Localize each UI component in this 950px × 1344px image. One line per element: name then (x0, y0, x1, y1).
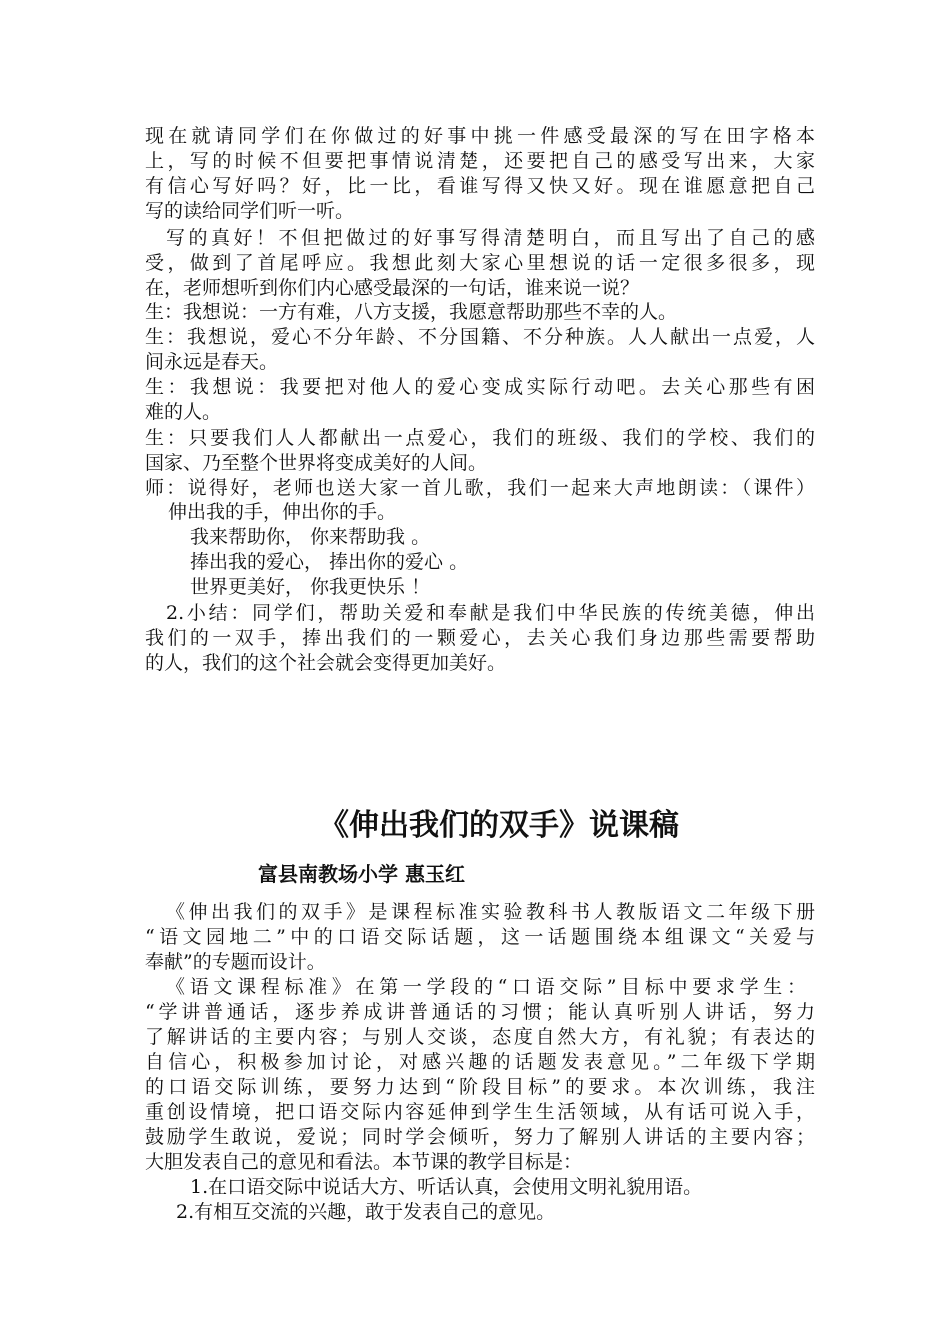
dialogue-line: 生：我想说：我要把对他人的爱心变成实际行动吧。去关心那些有困 (145, 376, 815, 398)
document-title: 《伸出我们的双手》说课稿 (319, 808, 679, 843)
poem-line: 捧出我的爱心， 捧出你的爱心 。 (190, 551, 469, 573)
paragraph-line: 在，老师想听到你们内心感受最深的一句话，谁来说一说？ (145, 277, 640, 299)
paragraph-line: 重创设情境，把口语交际内容延伸到学生生活领域，从有话可说入手， (145, 1101, 815, 1123)
paragraph-line: 自信心，积极参加讨论，对感兴趣的话题发表意见。”二年级下学期 (145, 1051, 815, 1073)
paragraph-line: 上，写的时候不但要把事情说清楚，还要把自己的感受写出来，大家 (145, 150, 815, 172)
dialogue-line: 生：我想说，爱心不分年龄、不分国籍、不分种族。人人献出一点爱，人 (145, 326, 815, 348)
paragraph-line: 《伸出我们的双手》是课程标准实验教科书人教版语文二年级下册 (166, 901, 815, 923)
dialogue-line: 难的人。 (145, 401, 222, 423)
dialogue-line: 生：只要我们人人都献出一点爱心，我们的班级、我们的学校、我们的 (145, 427, 815, 449)
paragraph-line: 我们的一双手，捧出我们的一颗爱心，去关心我们身边那些需要帮助 (145, 627, 815, 649)
dialogue-line: 师：说得好，老师也送大家一首儿歌，我们一起来大声地朗读：（课件） (145, 477, 815, 499)
paragraph-line: 有信心写好吗？好，比一比，看谁写得又快又好。现在谁愿意把自己 (145, 175, 815, 197)
dialogue-line: 生：我想说：一方有难，八方支援，我愿意帮助那些不幸的人。 (145, 301, 678, 323)
paragraph-line: 写的真好！不但把做过的好事写得清楚明白，而且写出了自己的感 (166, 227, 815, 249)
paragraph-line: 写的读给同学们听一听。 (145, 200, 355, 222)
paragraph-line: 鼓励学生敢说，爱说；同时学会倾听，努力了解别人讲话的主要内容； (145, 1126, 815, 1148)
paragraph-line: “学讲普通话，逐步养成讲普通话的习惯；能认真听别人讲话，努力 (145, 1001, 815, 1023)
paragraph-line: “语文园地二”中的口语交际话题，这一话题围绕本组课文“关爱与 (145, 926, 815, 948)
goal-item: 2.有相互交流的兴趣，敢于发表自己的意见。 (176, 1201, 556, 1223)
paragraph-line: 受，做到了首尾呼应。我想此刻大家心里想说的话一定很多很多，现 (145, 252, 815, 274)
dialogue-line: 间永远是春天。 (145, 351, 279, 373)
goal-item: 1.在口语交际中说话大方、听话认真，会使用文明礼貌用语。 (190, 1176, 703, 1198)
poem-line: 世界更美好， 你我更快乐 ！ (190, 576, 431, 598)
paragraph-line: 奉献”的专题而设计。 (145, 951, 326, 973)
paragraph-line: 《语文课程标准》在第一学段的“口语交际”目标中要求学生： (166, 976, 806, 998)
poem-line: 伸出我的手，伸出你的手。 (168, 501, 397, 523)
paragraph-line: 的口语交际训练，要努力达到“阶段目标”的要求。本次训练，我注 (145, 1076, 815, 1098)
paragraph-line: 2.小结：同学们，帮助关爱和奉献是我们中华民族的传统美德，伸出 (166, 602, 815, 624)
author-line: 富县南教场小学 惠玉红 (258, 862, 465, 886)
paragraph-line: 的人，我们的这个社会就会变得更加美好。 (145, 652, 507, 674)
paragraph-line: 现在就请同学们在你做过的好事中挑一件感受最深的写在田字格本 (145, 125, 815, 147)
dialogue-line: 国家、乃至整个世界将变成美好的人间。 (145, 452, 488, 474)
paragraph-line: 了解讲话的主要内容；与别人交谈，态度自然大方，有礼貌；有表达的 (145, 1026, 815, 1048)
poem-line: 我来帮助你， 你来帮助我 。 (190, 526, 431, 548)
paragraph-line: 大胆发表自己的意见和看法。本节课的教学目标是： (145, 1151, 583, 1173)
